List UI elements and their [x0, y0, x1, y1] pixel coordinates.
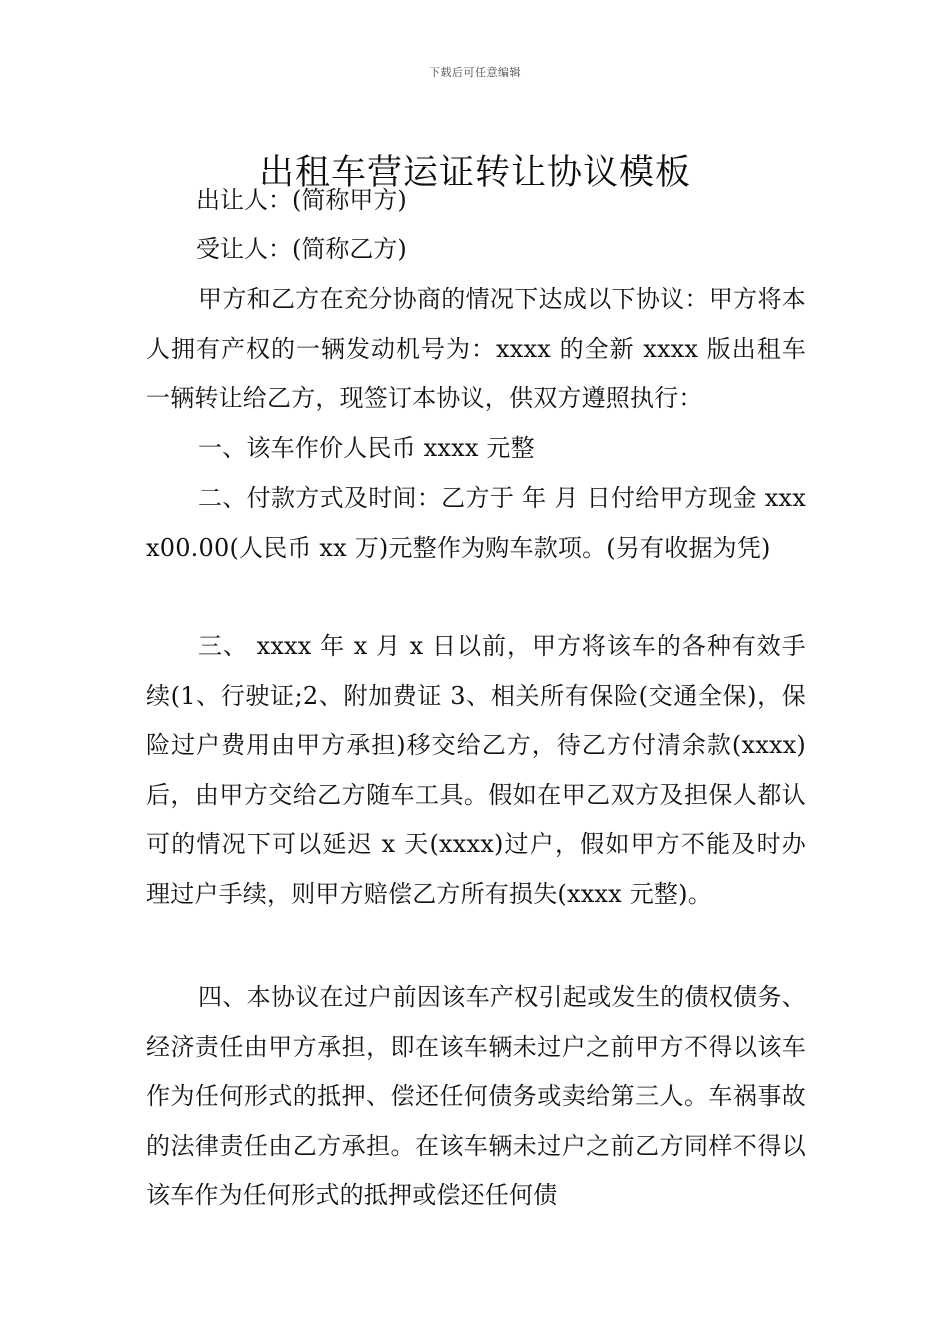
- paragraph-clause-3: 三、 xxxx 年 x 月 x 日以前，甲方将该车的各种有效手续(1、行驶证;2、附加费证 3、相关所有保险(交通全保)，保险过户费用由甲方承担)移交给乙方，待乙方付清余款(xxxx)后，由甲方交给乙方随车工具。假如在甲乙双方及担保人都认可的情况下可以延迟 x 天(xxxx)过户，假如甲方不能及时办理过户手续，则甲方赔偿乙方所有损失(xxxx 元整)。: [146, 632, 806, 908]
- transferee-line: 受让人：(简称乙方): [196, 235, 407, 263]
- document-title: 出租车营运证转让协议模板: [258, 153, 691, 194]
- paragraph-intro: 甲方和乙方在充分协商的情况下达成以下协议：甲方将本人拥有产权的一辆发动机号为：xxxx 的全新 xxxx 版出租车一辆转让给乙方，现签订本协议，供双方遵照执行：: [146, 285, 806, 412]
- paragraph-clause-2: 二、付款方式及时间：乙方于 年 月 日付给甲方现金 xxxx00.00(人民币 xx 万)元整作为购车款项。(另有收据为凭): [146, 484, 806, 562]
- transferor-line: 出让人：(简称甲方): [196, 186, 407, 214]
- paragraph-clause-1: 一、该车作价人民币 xxxx 元整: [198, 434, 535, 462]
- header-note: 下载后可任意编辑: [429, 66, 521, 79]
- paragraph-clause-4: 四、本协议在过户前因该车产权引起或发生的债权债务、经济责任由甲方承担，即在该车辆未过户之前甲方不得以该车作为任何形式的抵押、偿还任何债务或卖给第三人。车祸事故的法律责任由乙方承担。在该车辆未过户之前乙方同样不得以该车作为任何形式的抵押或偿还任何债: [146, 983, 806, 1209]
